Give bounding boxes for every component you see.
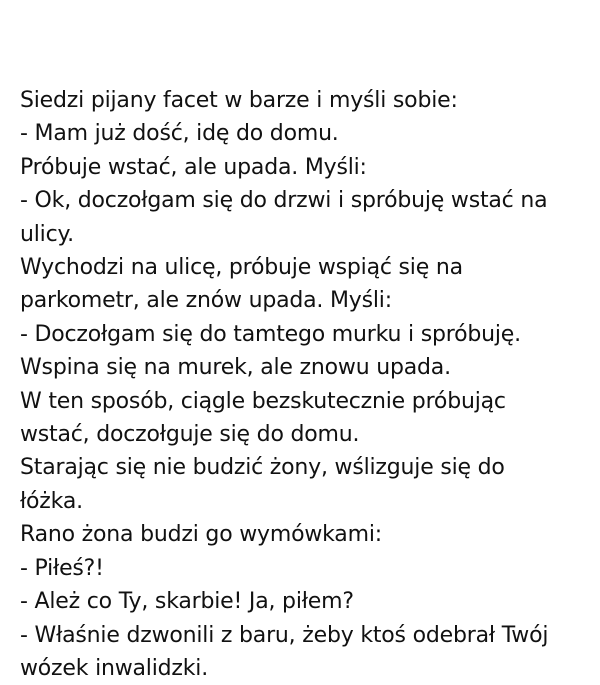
text-line: Starając się nie budzić żony, wślizguje się do xyxy=(20,455,505,481)
text-line: Wychodzi na ulicę, próbuje wspiąć się na xyxy=(20,255,463,281)
text-line: ulicy. xyxy=(20,221,74,247)
text-line: Próbuje wstać, ale upada. Myśli: xyxy=(20,154,367,180)
text-line: - Piłeś?! xyxy=(20,555,104,581)
text-line: - Ok, doczołgam się do drzwi i spróbuję wstać na xyxy=(20,188,548,214)
text-line: - Ależ co Ty, skarbie! Ja, piłem? xyxy=(20,589,354,615)
text-line: - Doczołgam się do tamtego murku i spróbuję. xyxy=(20,321,521,347)
text-line: Siedzi pijany facet w barze i myśli sobie: xyxy=(20,88,458,113)
text-line: wstać, doczołguje się do domu. xyxy=(20,422,360,448)
text-line: Wspina się na murek, ale znowu upada. xyxy=(20,355,451,381)
text-line: łóżka. xyxy=(20,488,83,514)
text-line: W ten sposób, ciągle bezskutecznie próbując xyxy=(20,388,506,414)
text-line: parkometr, ale znów upada. Myśli: xyxy=(20,288,392,314)
text-line: wózek inwalidzki. xyxy=(20,655,208,681)
text-line: - Właśnie dzwonili z baru, żeby ktoś odebrał Twój xyxy=(20,622,549,648)
text-line: - Mam już dość, idę do domu. xyxy=(20,121,339,147)
text-line: Rano żona budzi go wymówkami: xyxy=(20,522,382,548)
joke-text xyxy=(20,84,585,685)
